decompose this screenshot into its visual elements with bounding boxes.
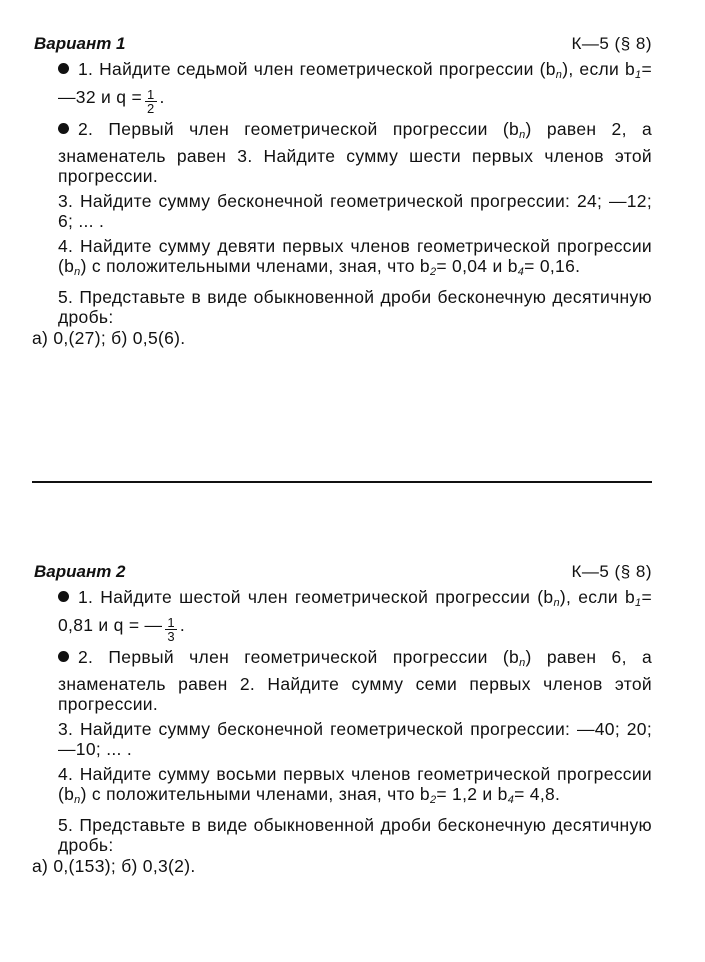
divider-line bbox=[32, 481, 652, 483]
task-4: 4. Найдите сумму восьми первых членов геометрической прогрессии $(b_n)$ с положительными членами, зная, что $b_2= 1,2$ и $b_4= 4,8$. bbox=[58, 763, 652, 806]
variant-header bbox=[32, 32, 652, 58]
task-5-answers: а) 0,(153); б) 0,3(2). bbox=[32, 855, 196, 876]
task-3: 3. Найдите сумму бесконечной геометрической прогрессии: —40; 20; —10; ... . bbox=[58, 718, 652, 759]
task-2: 2. Первый член геометрической прогрессии $(b_n)$ равен 2, а знаменатель равен 3. Найдите сумму шести первых членов этой прогрессии. bbox=[58, 119, 652, 186]
task-5: 5. Представьте в виде обыкновенной дроби бесконечную десятичную дробь: bbox=[58, 286, 652, 327]
task-5: 5. Представьте в виде обыкновенной дроби бесконечную десятичную дробь: bbox=[58, 814, 652, 855]
fraction: $\frac{1}{2}$ bbox=[146, 87, 155, 116]
task-2: 2. Первый член геометрической прогрессии $(b_n)$ равен 6, а знаменатель равен 2. Найдите сумму семи первых членов этой прогрессии. bbox=[58, 647, 652, 714]
bullet-icon bbox=[58, 63, 69, 74]
fraction: $\frac{1}{3}$ bbox=[167, 615, 175, 644]
variant-header bbox=[32, 560, 652, 586]
task-3: 3. Найдите сумму бесконечной геометрической прогрессии: 24; —12; 6; ... . bbox=[58, 190, 652, 231]
variant-1-section bbox=[32, 32, 652, 348]
test-code: К—5 (§ 8) bbox=[571, 34, 652, 53]
bullet-icon bbox=[58, 591, 69, 602]
variant-title: Вариант 2 bbox=[34, 562, 126, 581]
variant-2-section bbox=[32, 560, 652, 876]
task-1: 1. Найдите седьмой член геометрической прогрессии $(b_n)$, если $b_1=$ —32 и q = $\frac{1}{2}$ . bbox=[58, 59, 652, 116]
task-1: 1. Найдите шестой член геометрической прогрессии $(b_n)$, если $b_1= 0,81$ и q = — $\frac{1}{3}$ . bbox=[58, 587, 652, 644]
bullet-icon bbox=[58, 123, 69, 134]
bullet-icon bbox=[58, 651, 69, 662]
test-code: К—5 (§ 8) bbox=[571, 562, 652, 581]
variant-title: Вариант 1 bbox=[34, 34, 126, 53]
task-4: 4. Найдите сумму девяти первых членов геометрической прогрессии $(b_n)$ с положительными членами, зная, что $b_2= 0,04$ и $b_4= 0,16$. bbox=[58, 235, 652, 278]
task-5-answers: а) 0,(27); б) 0,5(6). bbox=[32, 327, 186, 348]
